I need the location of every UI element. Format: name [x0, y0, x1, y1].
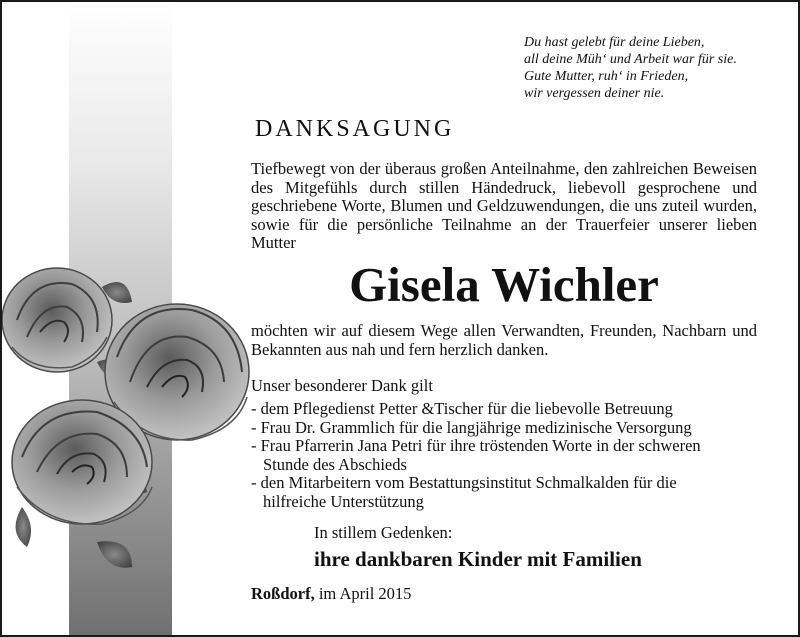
list-item-text: Stunde des Abschieds — [263, 454, 407, 474]
poem-line: wir vergessen deiner nie. — [524, 86, 665, 101]
date: im April 2015 — [318, 584, 412, 603]
poem-line: Gute Mutter, ruh‘ in Frieden, — [524, 69, 689, 84]
list-item — [251, 400, 701, 419]
intro-paragraph: Tiefbewegt von der überaus großen Anteilnahme, den zahlreichen Beweisen des Mitgefühls durch stillen Händedruck, liebevoll gesprochene und geschriebene Worte, Blumen und Geldzuwendungen, die uns zuteil wurden, sowie für die persönliche Teilnahme an der Trauerfeier unserer lieben Mutter — [251, 159, 757, 252]
special-thanks-list — [251, 400, 701, 511]
memory-line: In stillem Gedenken: — [314, 523, 453, 542]
roses-illustration — [2, 2, 262, 637]
list-item — [251, 419, 701, 438]
signature: ihre dankbaren Kinder mit Familien — [314, 547, 642, 571]
special-thanks-heading: Unser besonderer Dank gilt — [251, 376, 433, 395]
list-item-text: - dem Pflegedienst Petter &Tischer für die liebevolle Betreuung — [251, 399, 673, 418]
place: Roßdorf, — [251, 584, 315, 603]
list-item — [251, 493, 701, 512]
poem-line: Du hast gelebt für deine Lieben, — [524, 35, 705, 50]
thanks-paragraph: möchten wir auf diesem Wege allen Verwandten, Freunden, Nachbarn und Bekannten aus nah und fern herzlich danken. — [251, 321, 757, 359]
list-item-text: - Frau Dr. Grammlich für die langjährige medizinische Versorgung — [251, 417, 692, 437]
page-title: DANKSAGUNG — [255, 116, 455, 142]
poem-line: all deine Müh‘ und Arbeit war für sie. — [524, 52, 737, 67]
list-item — [251, 456, 701, 475]
place-date-line — [251, 584, 411, 604]
deceased-name: Gisela Wichler — [349, 257, 659, 312]
list-item — [251, 437, 701, 456]
list-item-text: - Frau Pfarrerin Jana Petri für ihre tröstenden Worte in der schweren — [251, 436, 701, 455]
list-item-text: - den Mitarbeitern vom Bestattungsinstitut Schmalkalden für die — [251, 473, 677, 492]
list-item — [251, 474, 701, 493]
poem — [524, 34, 737, 102]
list-item-text: hilfreiche Unterstützung — [263, 491, 424, 511]
